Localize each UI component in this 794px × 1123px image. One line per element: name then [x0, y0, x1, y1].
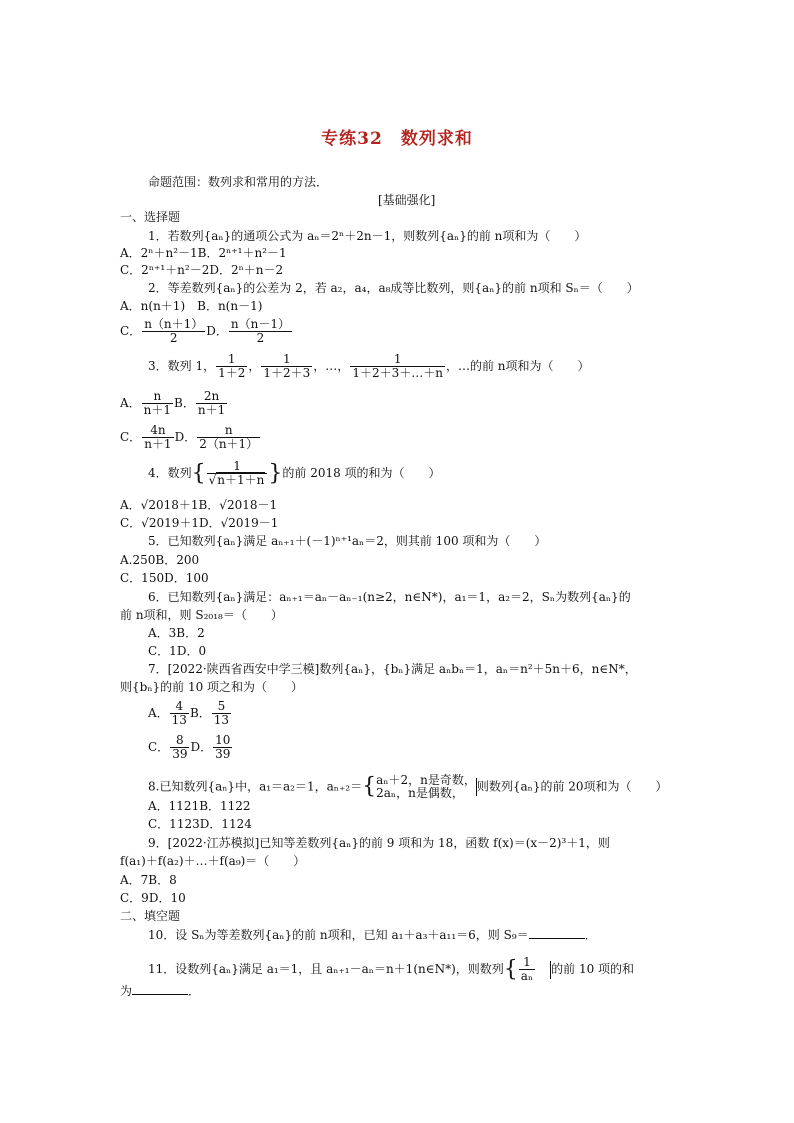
fraction [229, 318, 292, 345]
fraction [142, 390, 173, 417]
option-a-label: A． [120, 396, 141, 410]
denominator: 2（n＋1） [199, 437, 259, 451]
question-5-options-cd: C．150D．100 [120, 571, 209, 585]
numerator: 10 [215, 733, 231, 747]
question-2-options-cd [120, 318, 293, 345]
text: 11．设数列{aₙ}满足 a₁＝1，且 aₙ₊₁－aₙ＝n＋1(n∈N*)，则数列 [148, 962, 504, 976]
question-3-options-cd [120, 424, 261, 451]
text: 3．数列 1， [148, 359, 216, 373]
numerator: 1 [393, 352, 402, 366]
question-3-stem: 3．数列 1， $\frac{1}{1+2}$ ， $\frac{1}{1+2+3}$ ，…， $\frac{1}{1+2+3+\dots+n}$ ，…的前 n项和为（ ） [148, 352, 590, 380]
question-4-options-ab: A．√2018＋1B．√2018－1 [120, 498, 278, 512]
left-brace: { [503, 956, 518, 982]
page-title: 专练32 数列求和 [321, 129, 473, 149]
question-7-options-ab [148, 700, 232, 727]
option-b-label: B． [189, 706, 211, 720]
fraction [212, 700, 231, 727]
fraction [196, 390, 227, 417]
denominator: n＋1 [144, 437, 172, 451]
fraction [170, 734, 189, 761]
question-9-stem-line1: 9．[2022·江苏模拟]已知等差数列{aₙ}的前 9 项和为 18，函数 f(x)＝(x－2)³＋1，则 [148, 836, 610, 850]
fraction [213, 734, 232, 761]
case-even: 2aₙ，n是偶数， [376, 786, 464, 800]
question-7-options-cd [148, 734, 233, 761]
question-1-options-cd: C．2ⁿ⁺¹＋n²－2D．2ⁿ＋n－2 [120, 263, 284, 277]
option-d-label: D． [206, 324, 228, 338]
text: 4．数列 [148, 466, 192, 480]
numerator: 2n [203, 389, 220, 403]
denominator: n＋1 [197, 403, 226, 417]
numerator: n [224, 423, 233, 437]
option-b-label: B． [174, 396, 195, 410]
part-heading-fill: 二、填空题 [120, 909, 181, 923]
option-d-label: D． [190, 740, 213, 754]
question-6-stem-line2: 前 n项和，则 S₂₀₁₈＝（ ） [120, 608, 283, 622]
numerator: n [153, 389, 162, 403]
question-4-stem [148, 460, 441, 487]
fraction [142, 318, 205, 345]
section-heading: [基础强化] [378, 193, 436, 207]
denominator: √n＋1＋n [207, 473, 268, 487]
question-2-options-ab: A．n(n＋1) B．n(n－1) [120, 299, 263, 313]
question-9-stem-line2: f(a₁)＋f(a₂)＋…＋f(a₉)＝（ ） [120, 854, 306, 868]
fraction [197, 424, 260, 451]
fraction [170, 700, 189, 727]
case-odd: aₙ＋2，n是奇数， [376, 773, 476, 787]
part-heading-choice: 一、选择题 [120, 210, 181, 224]
question-9-options-cd: C．9D．10 [120, 891, 186, 905]
question-5-stem: 5．已知数列{aₙ}满足 aₙ₊₁＋(－1)ⁿ⁺¹aₙ＝2，则其前 100 项和为（ ） [148, 534, 547, 548]
numerator: 8 [176, 733, 184, 747]
question-8-stem [148, 774, 668, 800]
question-1-options-ab: A．2ⁿ＋n²－1B．2ⁿ⁺¹＋n²－1 [120, 246, 287, 260]
fraction [519, 956, 535, 983]
right-brace: } [268, 460, 283, 486]
question-10-stem [148, 928, 597, 942]
question-8-options-cd: C．1123D．1124 [148, 817, 252, 831]
denominator: aₙ [520, 969, 534, 983]
numerator: 1 [283, 352, 291, 366]
fraction [261, 353, 312, 380]
text: ，…的前 n项和为（ ） [445, 359, 590, 373]
question-11-stem [148, 956, 634, 983]
radicand: n＋1＋n [217, 473, 265, 487]
numerator: 1 [523, 955, 531, 969]
text: ． [584, 928, 597, 942]
question-11-line2 [120, 984, 200, 998]
denominator: 39 [172, 747, 188, 761]
piecewise-cases [376, 774, 476, 800]
left-brace: { [191, 460, 206, 486]
question-3-options-ab [120, 390, 228, 417]
denominator: 1＋2＋3＋…＋n [352, 366, 443, 380]
text: 的前 10 项的和 [551, 962, 635, 976]
denominator: 13 [171, 713, 187, 727]
answer-blank[interactable] [132, 984, 188, 995]
question-4-options-cd: C．√2019＋1D．√2019－1 [120, 516, 279, 530]
question-7-stem-line1: 7．[2022·陕西省西安中学三模]数列{aₙ}，{bₙ}满足 aₙbₙ＝1，aₙ＝n²＋5n＋6，n∈N*， [148, 662, 637, 676]
fraction [142, 424, 173, 451]
denominator: 2 [229, 331, 292, 345]
denominator: n＋1 [143, 403, 172, 417]
text: 为 [120, 984, 133, 998]
text: 则数列{aₙ}的前 20项和为（ ） [476, 779, 668, 794]
question-6-options-cd: C．1D．0 [148, 644, 207, 658]
numerator: 4 [175, 699, 184, 713]
denominator: 2 [142, 331, 205, 345]
numerator: 5 [217, 699, 226, 713]
scope-line: 命题范围：数列求和常用的方法． [148, 175, 329, 189]
left-brace: { [362, 774, 377, 799]
denominator: 1＋2＋3 [263, 366, 311, 380]
question-6-stem-line1: 6．已知数列{aₙ}满足：aₙ₊₁＝aₙ－aₙ₋₁(n≥2，n∈N*)，a₁＝1，a₂＝2，Sₙ为数列{aₙ}的 [148, 590, 631, 604]
text: ，…， [313, 359, 350, 373]
option-d-label: D． [174, 430, 197, 444]
numerator: 1 [227, 352, 236, 366]
fraction [207, 460, 268, 487]
numerator: n（n－1） [230, 317, 290, 331]
text: 10．设 Sₙ为等差数列{aₙ}的前 n项和，已知 a₁＋a₃＋a₁₁＝6，则 S₉＝ [148, 928, 529, 942]
option-c-label: C． [120, 430, 142, 444]
question-7-stem-line2: 则{bₙ}的前 10 项之和为（ ） [120, 680, 304, 694]
fraction [216, 353, 247, 380]
numerator: 4n [150, 423, 166, 437]
denominator: 13 [213, 713, 230, 727]
question-2-stem: 2．等差数列{aₙ}的公差为 2，若 a₂，a₄，a₈成等比数列，则{aₙ}的前 n项和 Sₙ＝（ ） [148, 281, 639, 295]
denominator: 39 [215, 747, 231, 761]
question-6-options-ab: A．3B．2 [148, 626, 205, 640]
answer-blank[interactable] [529, 928, 585, 939]
question-8-options-ab: A．1121B．1122 [148, 799, 251, 813]
option-c-label: C． [148, 740, 170, 754]
option-a-label: A． [148, 706, 169, 720]
fraction [350, 353, 445, 380]
numerator: 1 [233, 459, 241, 473]
question-1-stem: 1．若数列{aₙ}的通项公式为 aₙ＝2ⁿ＋2n－1，则数列{aₙ}的前 n项和为（ ） [148, 229, 587, 243]
option-c-label: C． [120, 324, 142, 338]
text: ． [188, 984, 201, 998]
question-9-options-ab: A．7B．8 [120, 873, 177, 887]
question-5-options-ab: A.250B．200 [120, 553, 200, 567]
text: 的前 2018 项的和为（ ） [282, 466, 441, 480]
denominator: 1＋2 [218, 366, 246, 380]
numerator: n（n＋1） [144, 317, 204, 331]
text: 8.已知数列{aₙ}中，a₁＝a₂＝1，aₙ₊₂＝ [148, 779, 363, 794]
